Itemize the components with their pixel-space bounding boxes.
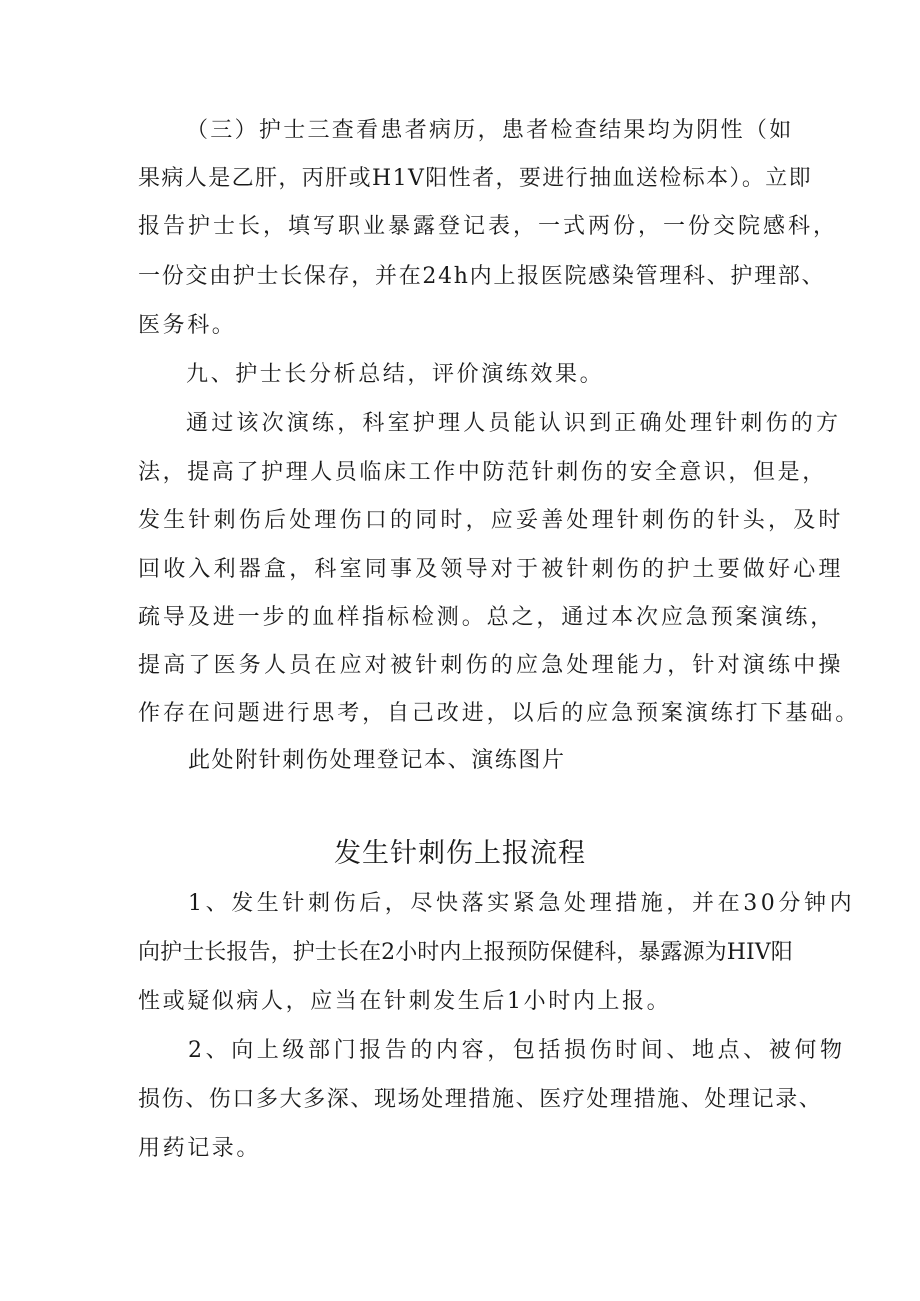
summary-line-4: 回收入利器盒，科室同事及领导对于被针刺伤的护土要做好心理	[138, 557, 844, 582]
summary-line-5: 疏导及进一步的血样指标检测。总之，通过本次应急预案演练，	[138, 605, 836, 630]
section-item-2-line-2: 损伤、伤口多大多深、现场处理措施、医疗处理措施、处理记录、	[138, 1087, 823, 1112]
paragraph-3-line-5: 医务科。	[138, 313, 237, 338]
section-item-2-line-1: 2、向上级部门报告的内容，包括损伤时间、地点、被何物	[188, 1038, 846, 1063]
paragraph-3-line-3: 报告护士长，填写职业暴露登记表，一式两份，一份交院感科，	[138, 214, 839, 239]
paragraph-3-line-2: 果病人是乙肝，丙肝或H1V阳性者，要进行抽血送检标本）。立即	[138, 166, 813, 191]
section-item-1-line-1: 1、发生针刺伤后，尽快落实紧急处理措施，并在30分钟内	[188, 891, 856, 916]
attachment-note: 此处附针刺伤处理登记本、演练图片	[188, 748, 566, 773]
section-item-2-line-3: 用药记录。	[138, 1136, 262, 1161]
summary-line-1: 通过该次演练，科室护理人员能认识到正确处理针刺伤的方	[186, 411, 842, 436]
paragraph-3-line-1: （三）护士三查看患者病历，患者检查结果均为阴性（如	[186, 118, 794, 143]
section-item-1-line-2: 向护士长报告，护士长在2小时内上报预防保健科，暴露源为HIV阳	[138, 940, 793, 965]
section-title: 发生针刺伤上报流程	[334, 838, 586, 869]
item-nine: 九、护士长分析总结，评价演练效果。	[186, 362, 605, 387]
summary-line-3: 发生针刺伤后处理伤口的同时，应妥善处理针刺伤的针头，及时	[138, 508, 844, 533]
section-item-1-line-3: 性或疑似病人，应当在针刺发生后1小时内上报。	[138, 989, 672, 1014]
summary-line-7: 作存在问题进行思考，自己改进，以后的应急预案演练打下基础。	[138, 701, 861, 726]
paragraph-3-line-4: 一份交由护士长保存，并在24h内上报医院感染管理科、护理部、	[138, 264, 826, 289]
summary-line-6: 提高了医务人员在应对被针刺伤的应急处理能力，针对演练中操	[138, 653, 844, 678]
summary-line-2: 法，提高了护理人员临床工作中防范针刺伤的安全意识，但是，	[138, 460, 827, 485]
